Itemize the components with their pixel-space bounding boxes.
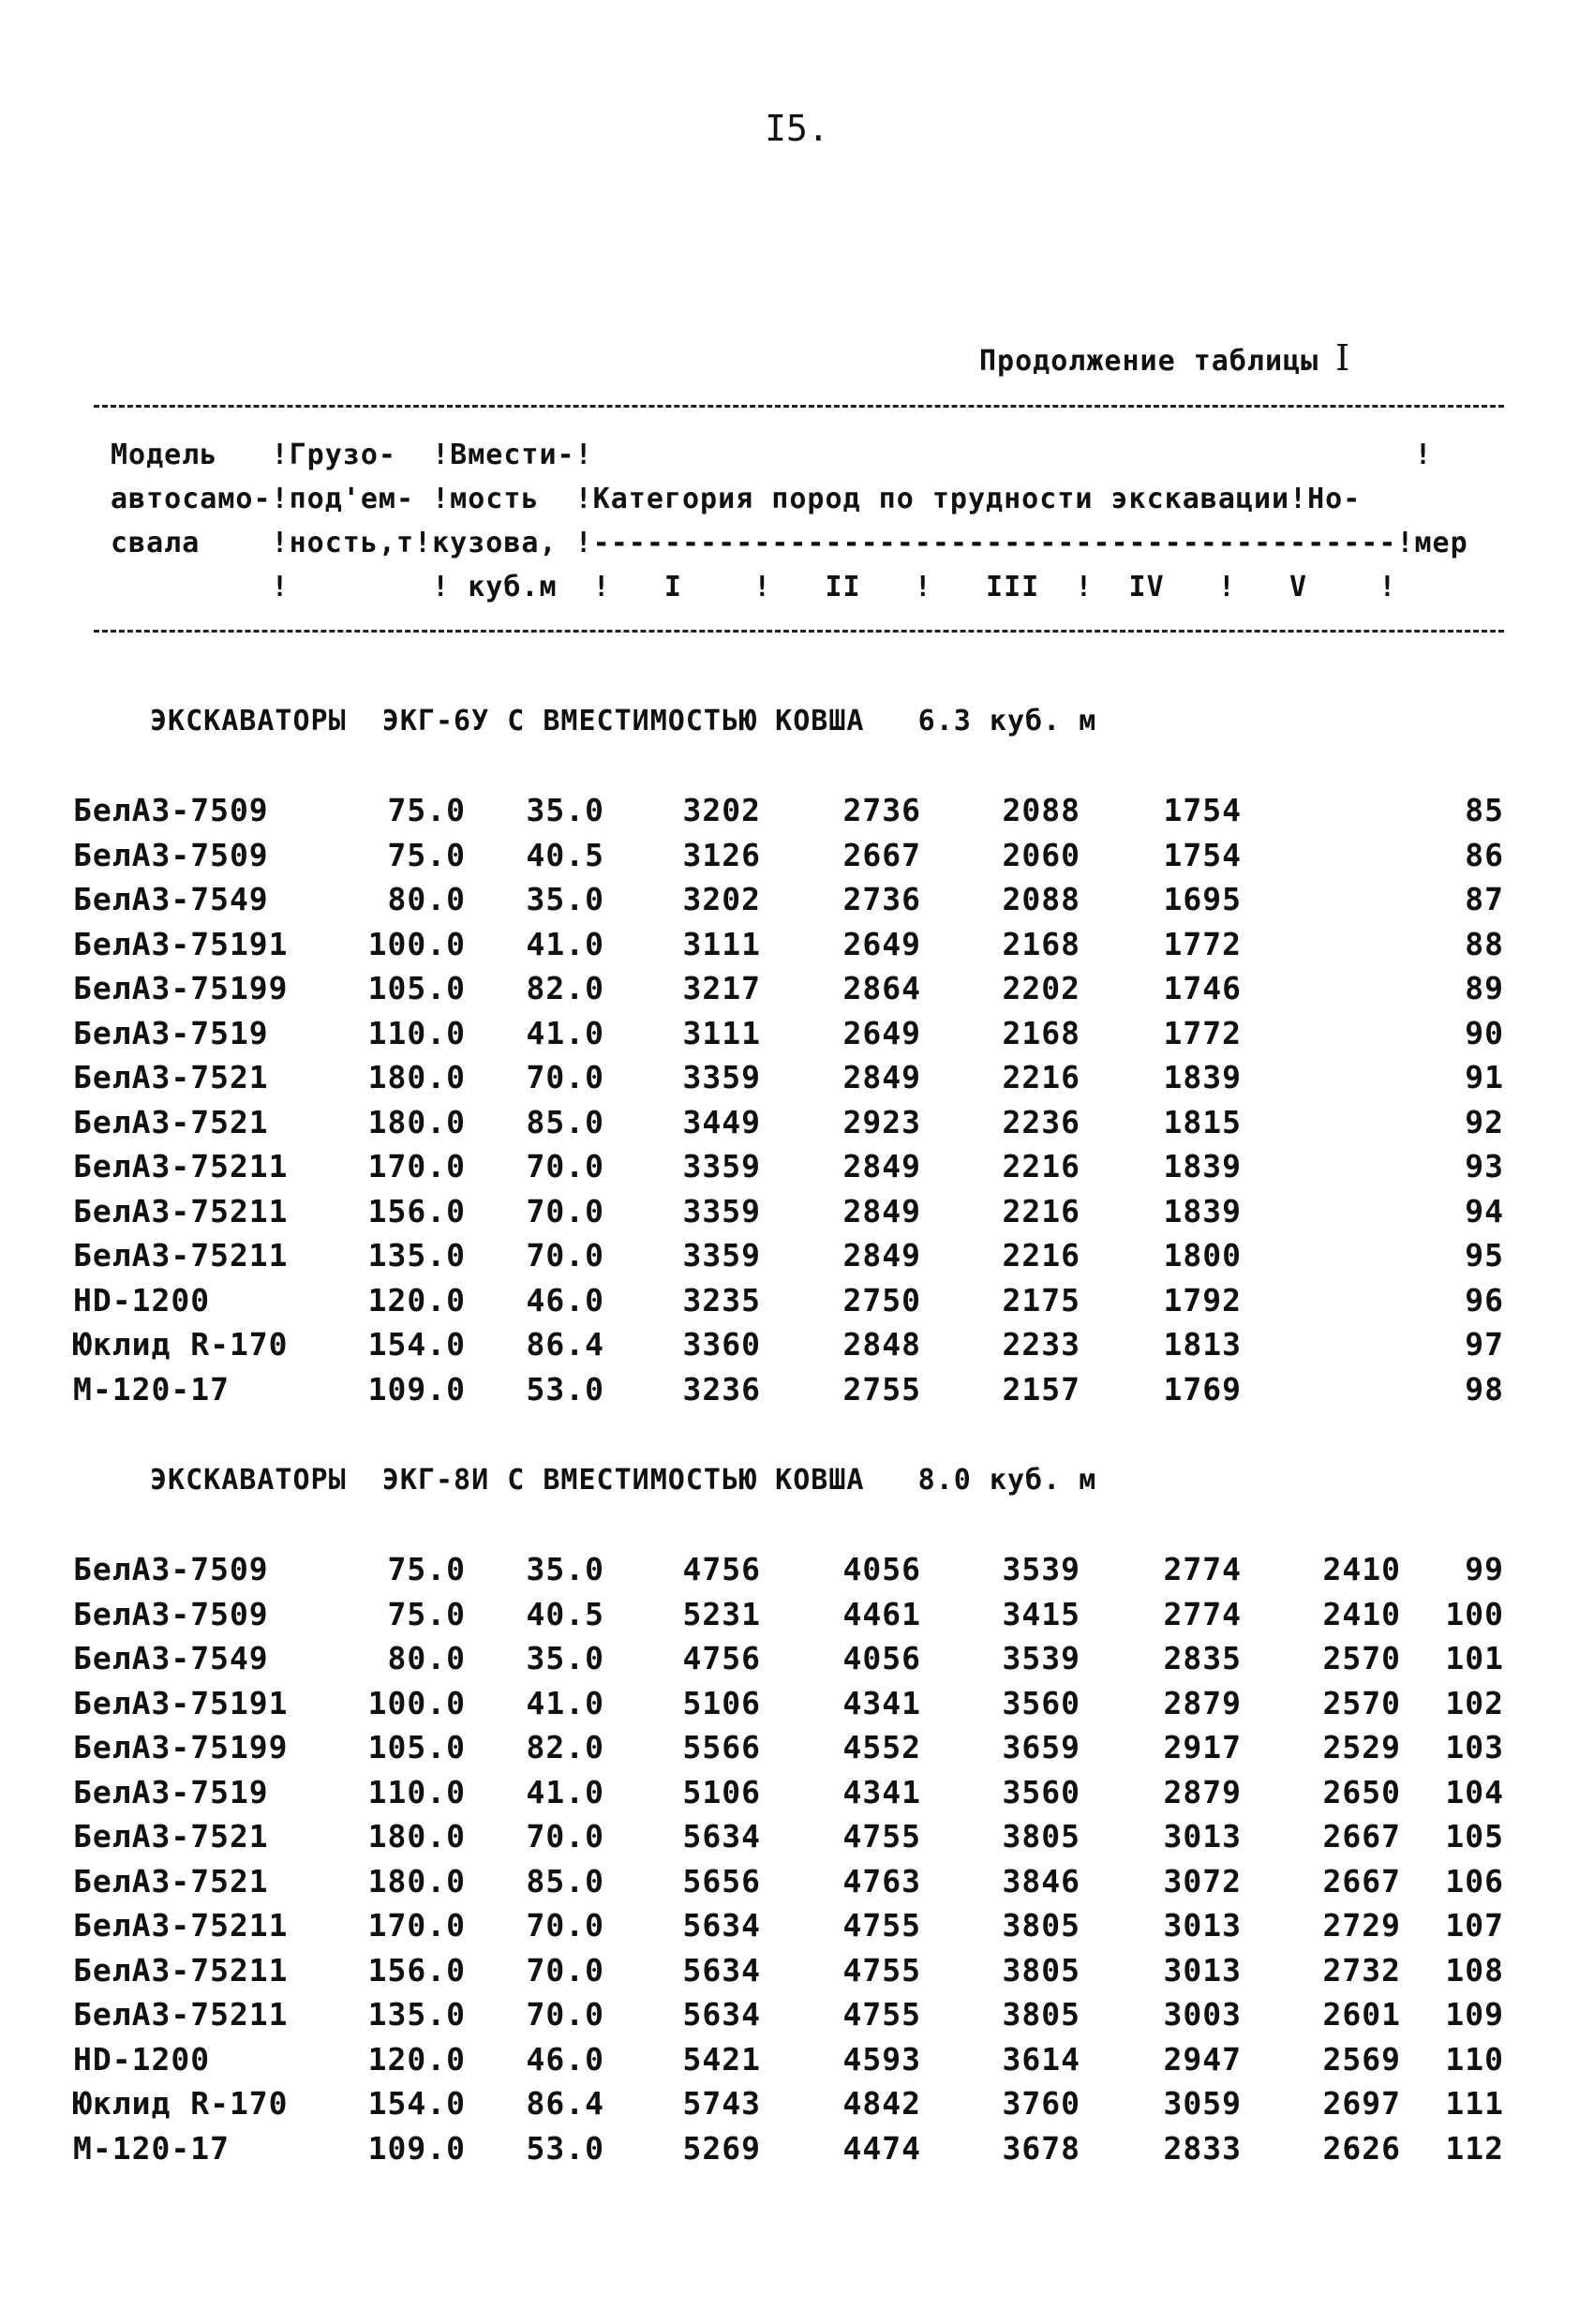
category-iv-cell: 1769: [1163, 1370, 1242, 1408]
header-top-rule: [94, 405, 1504, 408]
row-number-cell: 87: [1465, 881, 1504, 917]
table-row: [0, 1952, 1594, 1997]
row-number-cell: 99: [1465, 1551, 1504, 1587]
category-iii-cell: 3805: [1002, 1996, 1080, 2033]
payload-cell: 180.0: [367, 1059, 466, 1095]
category-iii-cell: 2088: [1002, 792, 1080, 828]
table-row: [0, 1774, 1594, 1819]
category-v-cell: 2529: [1322, 1729, 1401, 1765]
category-v-cell: 2410: [1322, 1551, 1401, 1587]
body-volume-cell: 85.0: [526, 1103, 604, 1140]
body-volume-cell: 86.4: [526, 1326, 604, 1363]
body-volume-cell: 85.0: [526, 1862, 604, 1899]
model-cell: БелАЗ-7509: [73, 1551, 269, 1587]
category-i-cell: 5106: [682, 1684, 761, 1721]
table-row: [0, 1237, 1594, 1282]
row-number-cell: 89: [1465, 970, 1504, 1006]
header-line-2: автосамо-!под'ем- !мость !Категория пород по трудности экскавации!Но-: [111, 483, 1362, 515]
payload-cell: 180.0: [367, 1862, 466, 1899]
category-ii-cell: 4755: [842, 1907, 921, 1944]
category-iv-cell: 1772: [1163, 1014, 1242, 1051]
table-row: [0, 1148, 1594, 1193]
category-iii-cell: 3659: [1002, 1729, 1080, 1765]
category-iv-cell: 2774: [1163, 1551, 1242, 1587]
payload-cell: 109.0: [367, 2129, 466, 2167]
model-cell: БелАЗ-7519: [73, 1014, 269, 1051]
table-row: [0, 2085, 1594, 2130]
row-number-cell: 107: [1445, 1907, 1504, 1944]
category-i-cell: 3202: [682, 881, 761, 917]
category-iv-cell: 1800: [1163, 1237, 1242, 1274]
category-ii-cell: 2736: [842, 792, 921, 828]
payload-cell: 105.0: [367, 1729, 466, 1765]
category-ii-cell: 4056: [842, 1551, 921, 1587]
caption-text: Продолжение таблицы: [979, 345, 1319, 378]
category-ii-cell: 4755: [842, 1996, 921, 2033]
row-number-cell: 90: [1465, 1014, 1504, 1051]
category-ii-cell: 4763: [842, 1862, 921, 1899]
category-iv-cell: 2774: [1163, 1595, 1242, 1632]
page-number: I5.: [765, 108, 829, 149]
table-row: [0, 1371, 1594, 1416]
model-cell: БелАЗ-75191: [73, 1684, 289, 1721]
payload-cell: 75.0: [387, 836, 466, 873]
payload-cell: 110.0: [367, 1773, 466, 1810]
category-v-cell: 2410: [1322, 1595, 1401, 1632]
payload-cell: 120.0: [367, 2040, 466, 2078]
body-volume-cell: 82.0: [526, 970, 604, 1006]
category-iv-cell: 3059: [1163, 2085, 1242, 2122]
category-i-cell: 5634: [682, 1996, 761, 2033]
category-iii-cell: 2216: [1002, 1059, 1080, 1095]
category-ii-cell: 2649: [842, 1014, 921, 1051]
body-volume-cell: 53.0: [526, 2129, 604, 2167]
category-v-cell: 2650: [1322, 1773, 1401, 1810]
body-volume-cell: 70.0: [526, 1818, 604, 1855]
body-volume-cell: 41.0: [526, 1684, 604, 1721]
payload-cell: 110.0: [367, 1014, 466, 1051]
category-iv-cell: 1695: [1163, 881, 1242, 917]
category-i-cell: 5634: [682, 1951, 761, 1989]
table-row: [0, 1685, 1594, 1730]
category-i-cell: 4756: [682, 1551, 761, 1587]
category-ii-cell: 2667: [842, 836, 921, 873]
body-volume-cell: 70.0: [526, 1907, 604, 1944]
category-v-cell: 2667: [1322, 1818, 1401, 1855]
model-cell: БелАЗ-7521: [73, 1862, 269, 1899]
row-number-cell: 105: [1445, 1818, 1504, 1855]
body-volume-cell: 70.0: [526, 1951, 604, 1989]
table-row: [0, 1907, 1594, 1952]
category-iv-cell: 2917: [1163, 1729, 1242, 1765]
category-iv-cell: 1839: [1163, 1192, 1242, 1229]
category-iii-cell: 2233: [1002, 1326, 1080, 1363]
category-iv-cell: 1754: [1163, 836, 1242, 873]
payload-cell: 156.0: [367, 1192, 466, 1229]
category-ii-cell: 2923: [842, 1103, 921, 1140]
section-rows: [0, 792, 1594, 1415]
model-cell: БелАЗ-75211: [73, 1148, 289, 1184]
category-ii-cell: 2849: [842, 1237, 921, 1274]
category-ii-cell: 4341: [842, 1773, 921, 1810]
table-row: [0, 1015, 1594, 1060]
category-i-cell: 5106: [682, 1773, 761, 1810]
model-cell: БелАЗ-7521: [73, 1818, 269, 1855]
row-number-cell: 106: [1445, 1862, 1504, 1899]
category-iii-cell: 3539: [1002, 1551, 1080, 1587]
body-volume-cell: 35.0: [526, 1640, 604, 1676]
category-iii-cell: 3805: [1002, 1818, 1080, 1855]
table-row: [0, 1596, 1594, 1641]
row-number-cell: 92: [1465, 1103, 1504, 1140]
body-volume-cell: 35.0: [526, 881, 604, 917]
body-volume-cell: 46.0: [526, 2040, 604, 2078]
model-cell: БелАЗ-75211: [73, 1951, 289, 1989]
payload-cell: 154.0: [367, 2085, 466, 2122]
payload-cell: 105.0: [367, 970, 466, 1006]
row-number-cell: 104: [1445, 1773, 1504, 1810]
model-cell: М-120-17: [73, 1370, 230, 1408]
category-iii-cell: 2168: [1002, 1014, 1080, 1051]
category-iv-cell: 1839: [1163, 1148, 1242, 1184]
category-ii-cell: 2849: [842, 1192, 921, 1229]
category-v-cell: 2667: [1322, 1862, 1401, 1899]
section-title: ЭКСКАВАТОРЫ ЭКГ-6У С ВМЕСТИМОСТЬЮ КОВША 6.3 куб. м: [150, 705, 1097, 737]
body-volume-cell: 70.0: [526, 1192, 604, 1229]
model-cell: HD-1200: [73, 2040, 211, 2078]
table-row: [0, 2041, 1594, 2086]
category-i-cell: 3111: [682, 1014, 761, 1051]
body-volume-cell: 41.0: [526, 1014, 604, 1051]
category-v-cell: 2697: [1322, 2085, 1401, 2122]
body-volume-cell: 86.4: [526, 2085, 604, 2122]
payload-cell: 135.0: [367, 1237, 466, 1274]
body-volume-cell: 40.5: [526, 836, 604, 873]
model-cell: БелАЗ-75191: [73, 925, 289, 962]
model-cell: Юклид R-170: [73, 2085, 289, 2122]
table-row: [0, 1863, 1594, 1908]
row-number-cell: 93: [1465, 1148, 1504, 1184]
table-row: [0, 1640, 1594, 1685]
payload-cell: 180.0: [367, 1818, 466, 1855]
category-v-cell: 2626: [1322, 2129, 1401, 2167]
row-number-cell: 86: [1465, 836, 1504, 873]
category-ii-cell: 4755: [842, 1951, 921, 1989]
category-iv-cell: 2879: [1163, 1773, 1242, 1810]
body-volume-cell: 53.0: [526, 1370, 604, 1408]
model-cell: БелАЗ-75199: [73, 970, 289, 1006]
payload-cell: 170.0: [367, 1907, 466, 1944]
category-iii-cell: 2216: [1002, 1237, 1080, 1274]
table-row: [0, 1326, 1594, 1371]
model-cell: БелАЗ-7549: [73, 1640, 269, 1676]
payload-cell: 75.0: [387, 792, 466, 828]
category-iii-cell: 3560: [1002, 1773, 1080, 1810]
model-cell: БелАЗ-7549: [73, 881, 269, 917]
category-ii-cell: 2849: [842, 1148, 921, 1184]
row-number-cell: 94: [1465, 1192, 1504, 1229]
header-bottom-rule: [94, 630, 1504, 633]
category-ii-cell: 4461: [842, 1595, 921, 1632]
body-volume-cell: 41.0: [526, 1773, 604, 1810]
row-number-cell: 103: [1445, 1729, 1504, 1765]
category-iii-cell: 3614: [1002, 2040, 1080, 2078]
body-volume-cell: 70.0: [526, 1148, 604, 1184]
category-ii-cell: 4552: [842, 1729, 921, 1765]
header-line-1: Модель !Грузо- !Вмести-! !: [111, 439, 1433, 471]
category-v-cell: 2732: [1322, 1951, 1401, 1989]
category-iv-cell: 2947: [1163, 2040, 1242, 2078]
category-iii-cell: 3846: [1002, 1862, 1080, 1899]
model-cell: БелАЗ-7509: [73, 836, 269, 873]
category-iii-cell: 2216: [1002, 1148, 1080, 1184]
section-title: ЭКСКАВАТОРЫ ЭКГ-8И С ВМЕСТИМОСТЬЮ КОВША 8.0 куб. м: [150, 1464, 1097, 1497]
model-cell: БелАЗ-75199: [73, 1729, 289, 1765]
header-line-3: свала !ность,т!кузова, !---------------------------------------------!мер: [111, 527, 1468, 559]
category-iii-cell: 2175: [1002, 1281, 1080, 1318]
model-cell: БелАЗ-7519: [73, 1773, 269, 1810]
row-number-cell: 97: [1465, 1326, 1504, 1363]
category-ii-cell: 2848: [842, 1326, 921, 1363]
row-number-cell: 85: [1465, 792, 1504, 828]
row-number-cell: 95: [1465, 1237, 1504, 1274]
category-iii-cell: 3560: [1002, 1684, 1080, 1721]
payload-cell: 180.0: [367, 1103, 466, 1140]
category-ii-cell: 2864: [842, 970, 921, 1006]
row-number-cell: 109: [1445, 1996, 1504, 2033]
table-row: [0, 1282, 1594, 1327]
payload-cell: 80.0: [387, 1640, 466, 1676]
table-row: [0, 1059, 1594, 1104]
model-cell: БелАЗ-7521: [73, 1103, 269, 1140]
category-i-cell: 3236: [682, 1370, 761, 1408]
category-ii-cell: 2750: [842, 1281, 921, 1318]
category-v-cell: 2570: [1322, 1640, 1401, 1676]
payload-cell: 80.0: [387, 881, 466, 917]
category-iii-cell: 3678: [1002, 2129, 1080, 2167]
category-i-cell: 3217: [682, 970, 761, 1006]
body-volume-cell: 46.0: [526, 1281, 604, 1318]
category-iv-cell: 3013: [1163, 1951, 1242, 1989]
table-row: [0, 1104, 1594, 1149]
payload-cell: 156.0: [367, 1951, 466, 1989]
category-iii-cell: 3805: [1002, 1951, 1080, 1989]
category-iv-cell: 3013: [1163, 1818, 1242, 1855]
payload-cell: 109.0: [367, 1370, 466, 1408]
header-line-4: ! ! куб.м ! I ! II ! III ! IV ! V !: [111, 571, 1397, 603]
model-cell: БелАЗ-7521: [73, 1059, 269, 1095]
body-volume-cell: 41.0: [526, 925, 604, 962]
body-volume-cell: 70.0: [526, 1237, 604, 1274]
category-v-cell: 2569: [1322, 2040, 1401, 2078]
caption-table-number: I: [1335, 337, 1351, 379]
body-volume-cell: 35.0: [526, 792, 604, 828]
table-row: [0, 792, 1594, 837]
table-row: [0, 1818, 1594, 1863]
category-iv-cell: 1839: [1163, 1059, 1242, 1095]
category-iii-cell: 2157: [1002, 1370, 1080, 1408]
section-rows: [0, 1551, 1594, 2174]
category-iv-cell: 3013: [1163, 1907, 1242, 1944]
category-ii-cell: 4056: [842, 1640, 921, 1676]
model-cell: HD-1200: [73, 1281, 211, 1318]
category-iii-cell: 3760: [1002, 2085, 1080, 2122]
table-row: [0, 837, 1594, 882]
category-v-cell: 2729: [1322, 1907, 1401, 1944]
model-cell: Юклид R-170: [73, 1326, 289, 1363]
category-i-cell: 3126: [682, 836, 761, 873]
row-number-cell: 100: [1445, 1595, 1504, 1632]
model-cell: БелАЗ-75211: [73, 1907, 289, 1944]
payload-cell: 154.0: [367, 1326, 466, 1363]
table-row: [0, 926, 1594, 971]
category-i-cell: 3359: [682, 1237, 761, 1274]
category-iii-cell: 2060: [1002, 836, 1080, 873]
table-row: [0, 1996, 1594, 2041]
category-ii-cell: 4593: [842, 2040, 921, 2078]
category-i-cell: 3111: [682, 925, 761, 962]
category-iii-cell: 3415: [1002, 1595, 1080, 1632]
body-volume-cell: 70.0: [526, 1996, 604, 2033]
body-volume-cell: 35.0: [526, 1551, 604, 1587]
category-i-cell: 3449: [682, 1103, 761, 1140]
category-v-cell: 2570: [1322, 1684, 1401, 1721]
category-iv-cell: 1815: [1163, 1103, 1242, 1140]
category-iii-cell: 3805: [1002, 1907, 1080, 1944]
category-i-cell: 5743: [682, 2085, 761, 2122]
category-iv-cell: 1792: [1163, 1281, 1242, 1318]
category-ii-cell: 2736: [842, 881, 921, 917]
row-number-cell: 102: [1445, 1684, 1504, 1721]
row-number-cell: 112: [1445, 2129, 1504, 2167]
table-row: [0, 881, 1594, 926]
category-iv-cell: 1772: [1163, 925, 1242, 962]
category-iii-cell: 2168: [1002, 925, 1080, 962]
category-i-cell: 4756: [682, 1640, 761, 1676]
category-iii-cell: 2088: [1002, 881, 1080, 917]
category-i-cell: 5421: [682, 2040, 761, 2078]
category-iv-cell: 3072: [1163, 1862, 1242, 1899]
category-iii-cell: 2236: [1002, 1103, 1080, 1140]
category-i-cell: 3359: [682, 1192, 761, 1229]
row-number-cell: 110: [1445, 2040, 1504, 2078]
body-volume-cell: 82.0: [526, 1729, 604, 1765]
row-number-cell: 96: [1465, 1281, 1504, 1318]
category-iii-cell: 2216: [1002, 1192, 1080, 1229]
payload-cell: 120.0: [367, 1281, 466, 1318]
model-cell: БелАЗ-75211: [73, 1237, 289, 1274]
category-v-cell: 2601: [1322, 1996, 1401, 2033]
category-ii-cell: 4755: [842, 1818, 921, 1855]
row-number-cell: 101: [1445, 1640, 1504, 1676]
model-cell: БелАЗ-75211: [73, 1996, 289, 2033]
category-i-cell: 3235: [682, 1281, 761, 1318]
row-number-cell: 88: [1465, 925, 1504, 962]
category-i-cell: 5656: [682, 1862, 761, 1899]
row-number-cell: 108: [1445, 1951, 1504, 1989]
payload-cell: 75.0: [387, 1551, 466, 1587]
category-iv-cell: 2835: [1163, 1640, 1242, 1676]
category-iv-cell: 1746: [1163, 970, 1242, 1006]
category-iii-cell: 3539: [1002, 1640, 1080, 1676]
model-cell: БелАЗ-75211: [73, 1192, 289, 1229]
category-ii-cell: 2755: [842, 1370, 921, 1408]
category-i-cell: 3359: [682, 1148, 761, 1184]
table-row: [0, 2130, 1594, 2175]
category-i-cell: 5634: [682, 1907, 761, 1944]
body-volume-cell: 70.0: [526, 1059, 604, 1095]
table-caption: [979, 337, 1350, 379]
payload-cell: 100.0: [367, 1684, 466, 1721]
category-iv-cell: 1813: [1163, 1326, 1242, 1363]
category-i-cell: 5231: [682, 1595, 761, 1632]
payload-cell: 75.0: [387, 1595, 466, 1632]
table-row: [0, 1551, 1594, 1596]
model-cell: М-120-17: [73, 2129, 230, 2167]
model-cell: БелАЗ-7509: [73, 1595, 269, 1632]
payload-cell: 135.0: [367, 1996, 466, 2033]
category-iv-cell: 1754: [1163, 792, 1242, 828]
payload-cell: 170.0: [367, 1148, 466, 1184]
table-row: [0, 1193, 1594, 1238]
row-number-cell: 98: [1465, 1370, 1504, 1408]
category-i-cell: 5634: [682, 1818, 761, 1855]
table-row: [0, 1729, 1594, 1774]
model-cell: БелАЗ-7509: [73, 792, 269, 828]
table-row: [0, 970, 1594, 1015]
category-ii-cell: 4474: [842, 2129, 921, 2167]
category-i-cell: 3202: [682, 792, 761, 828]
category-ii-cell: 4842: [842, 2085, 921, 2122]
category-iv-cell: 3003: [1163, 1996, 1242, 2033]
category-iv-cell: 2879: [1163, 1684, 1242, 1721]
category-i-cell: 5566: [682, 1729, 761, 1765]
payload-cell: 100.0: [367, 925, 466, 962]
category-i-cell: 3360: [682, 1326, 761, 1363]
category-ii-cell: 4341: [842, 1684, 921, 1721]
row-number-cell: 111: [1445, 2085, 1504, 2122]
row-number-cell: 91: [1465, 1059, 1504, 1095]
category-i-cell: 5269: [682, 2129, 761, 2167]
body-volume-cell: 40.5: [526, 1595, 604, 1632]
category-ii-cell: 2649: [842, 925, 921, 962]
category-iv-cell: 2833: [1163, 2129, 1242, 2167]
category-iii-cell: 2202: [1002, 970, 1080, 1006]
category-ii-cell: 2849: [842, 1059, 921, 1095]
category-i-cell: 3359: [682, 1059, 761, 1095]
